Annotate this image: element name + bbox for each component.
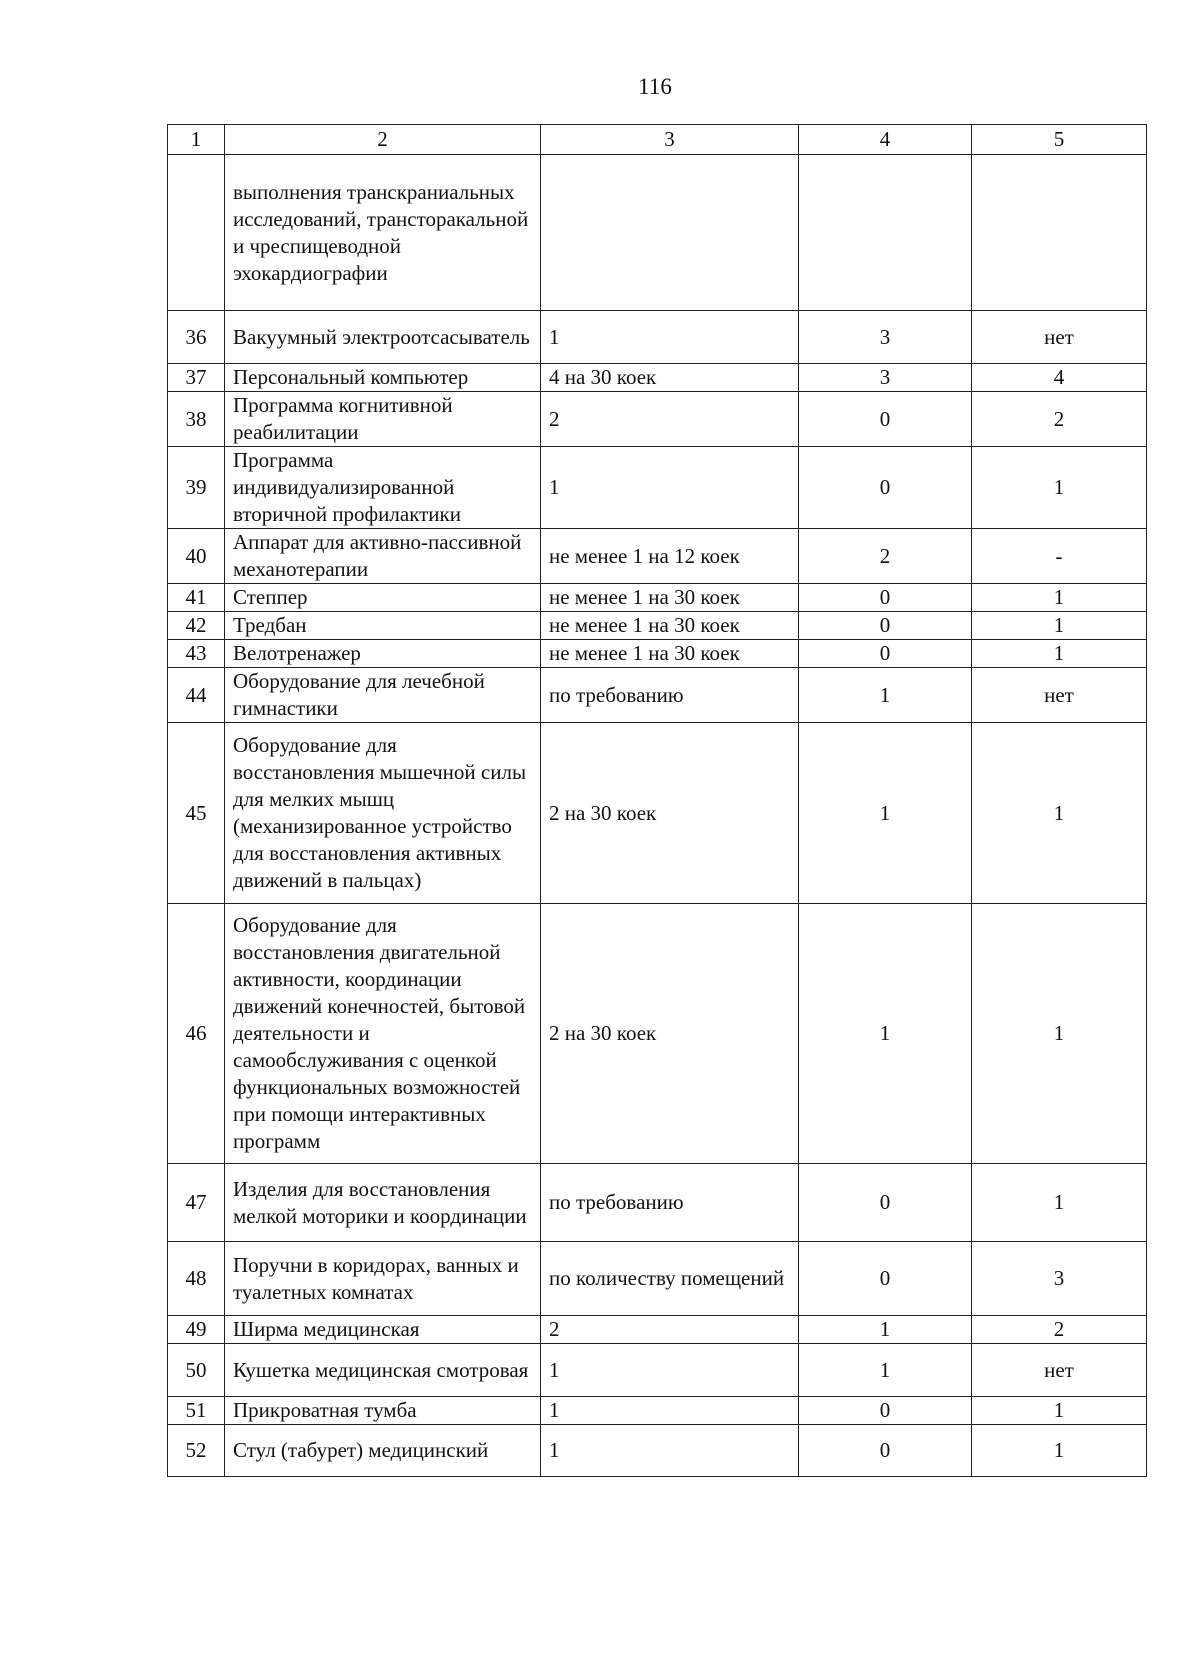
equipment-name: Оборудование для восстановления двигательной активности, координации движений конечностей, бытовой деятельности и самообслуживания с оценкой функциональных возможностей при помощи интерактивных программ: [225, 904, 541, 1164]
column-5-value: 2: [972, 392, 1147, 447]
header-cell-2: 2: [225, 125, 541, 155]
row-number: 50: [168, 1344, 225, 1397]
requirement: не менее 1 на 30 коек: [541, 640, 799, 668]
equipment-name: Стул (табурет) медицинский: [225, 1425, 541, 1477]
table-row: [168, 640, 1147, 668]
equipment-name: Кушетка медицинская смотровая: [225, 1344, 541, 1397]
table-row: [168, 1397, 1147, 1425]
row-number: 46: [168, 904, 225, 1164]
requirement: 4 на 30 коек: [541, 364, 799, 392]
requirement: 2 на 30 коек: [541, 904, 799, 1164]
column-5-value: 1: [972, 723, 1147, 904]
column-4-value: 2: [799, 529, 972, 584]
equipment-name: Поручни в коридорах, ванных и туалетных комнатах: [225, 1242, 541, 1316]
equipment-name: Программа индивидуализированной вторичной профилактики: [225, 447, 541, 529]
requirement: не менее 1 на 30 коек: [541, 584, 799, 612]
column-4-value: 0: [799, 612, 972, 640]
column-4-value: 1: [799, 1344, 972, 1397]
column-4-value: [799, 155, 972, 311]
requirement: по требованию: [541, 1164, 799, 1242]
table-row: [168, 364, 1147, 392]
column-4-value: 1: [799, 668, 972, 723]
column-4-value: 0: [799, 392, 972, 447]
table-row: [168, 723, 1147, 904]
header-cell-3: 3: [541, 125, 799, 155]
column-5-value: 1: [972, 640, 1147, 668]
table-row: [168, 447, 1147, 529]
column-5-value: нет: [972, 311, 1147, 364]
row-number: 42: [168, 612, 225, 640]
requirement: 1: [541, 311, 799, 364]
column-5-value: 1: [972, 447, 1147, 529]
equipment-name: выполнения транскраниальных исследований, трансторакальной и чреспищеводной эхокардиографии: [225, 155, 541, 311]
row-number: 37: [168, 364, 225, 392]
row-number: 41: [168, 584, 225, 612]
table-row: [168, 584, 1147, 612]
column-4-value: 0: [799, 640, 972, 668]
table-row: [168, 1316, 1147, 1344]
equipment-name: Тредбан: [225, 612, 541, 640]
requirement: 1: [541, 1397, 799, 1425]
equipment-name: Ширма медицинская: [225, 1316, 541, 1344]
row-number: [168, 155, 225, 311]
requirement: по требованию: [541, 668, 799, 723]
requirement: не менее 1 на 30 коек: [541, 612, 799, 640]
equipment-table: [167, 124, 1147, 1477]
equipment-name: Прикроватная тумба: [225, 1397, 541, 1425]
requirement: 2: [541, 392, 799, 447]
equipment-name: Вакуумный электроотсасыватель: [225, 311, 541, 364]
column-4-value: 1: [799, 1316, 972, 1344]
column-5-value: нет: [972, 1344, 1147, 1397]
equipment-name: Персональный компьютер: [225, 364, 541, 392]
header-cell-5: 5: [972, 125, 1147, 155]
column-5-value: 3: [972, 1242, 1147, 1316]
equipment-name: Изделия для восстановления мелкой моторики и координации: [225, 1164, 541, 1242]
requirement: [541, 155, 799, 311]
equipment-name: Программа когнитивной реабилитации: [225, 392, 541, 447]
column-4-value: 0: [799, 584, 972, 612]
requirement: 1: [541, 1425, 799, 1477]
column-5-value: 1: [972, 1397, 1147, 1425]
table-row: [168, 529, 1147, 584]
column-4-value: 0: [799, 1397, 972, 1425]
table-row: [168, 155, 1147, 311]
column-5-value: 1: [972, 584, 1147, 612]
equipment-name: Оборудование для лечебной гимнастики: [225, 668, 541, 723]
row-number: 38: [168, 392, 225, 447]
table-row: [168, 311, 1147, 364]
column-4-value: 1: [799, 723, 972, 904]
column-5-value: 1: [972, 612, 1147, 640]
row-number: 49: [168, 1316, 225, 1344]
equipment-name: Аппарат для активно-пассивной механотерапии: [225, 529, 541, 584]
column-5-value: 1: [972, 1164, 1147, 1242]
row-number: 44: [168, 668, 225, 723]
column-4-value: 0: [799, 1164, 972, 1242]
row-number: 43: [168, 640, 225, 668]
requirement: не менее 1 на 12 коек: [541, 529, 799, 584]
header-cell-4: 4: [799, 125, 972, 155]
column-4-value: 3: [799, 364, 972, 392]
table-row: [168, 668, 1147, 723]
requirement: 1: [541, 447, 799, 529]
equipment-name: Велотренажер: [225, 640, 541, 668]
row-number: 40: [168, 529, 225, 584]
table-row: [168, 392, 1147, 447]
page-number: 116: [638, 74, 672, 99]
column-5-value: 1: [972, 904, 1147, 1164]
column-4-value: 0: [799, 1425, 972, 1477]
requirement: 2: [541, 1316, 799, 1344]
header-cell-1: 1: [168, 125, 225, 155]
table-row: [168, 612, 1147, 640]
equipment-name: Оборудование для восстановления мышечной силы для мелких мышц (механизированное устройство для восстановления активных движений в пальцах): [225, 723, 541, 904]
table-row: [168, 1425, 1147, 1477]
column-5-value: [972, 155, 1147, 311]
column-4-value: 0: [799, 447, 972, 529]
table-row: [168, 1164, 1147, 1242]
row-number: 52: [168, 1425, 225, 1477]
requirement: по количеству помещений: [541, 1242, 799, 1316]
column-5-value: 4: [972, 364, 1147, 392]
column-5-value: 2: [972, 1316, 1147, 1344]
requirement: 2 на 30 коек: [541, 723, 799, 904]
column-5-value: нет: [972, 668, 1147, 723]
column-4-value: 0: [799, 1242, 972, 1316]
row-number: 47: [168, 1164, 225, 1242]
column-4-value: 3: [799, 311, 972, 364]
row-number: 48: [168, 1242, 225, 1316]
equipment-name: Степпер: [225, 584, 541, 612]
row-number: 51: [168, 1397, 225, 1425]
column-5-value: -: [972, 529, 1147, 584]
requirement: 1: [541, 1344, 799, 1397]
column-4-value: 1: [799, 904, 972, 1164]
table-row: [168, 1242, 1147, 1316]
table-row: [168, 1344, 1147, 1397]
table-header-row: [168, 125, 1147, 155]
row-number: 36: [168, 311, 225, 364]
table-row: [168, 904, 1147, 1164]
row-number: 45: [168, 723, 225, 904]
row-number: 39: [168, 447, 225, 529]
column-5-value: 1: [972, 1425, 1147, 1477]
